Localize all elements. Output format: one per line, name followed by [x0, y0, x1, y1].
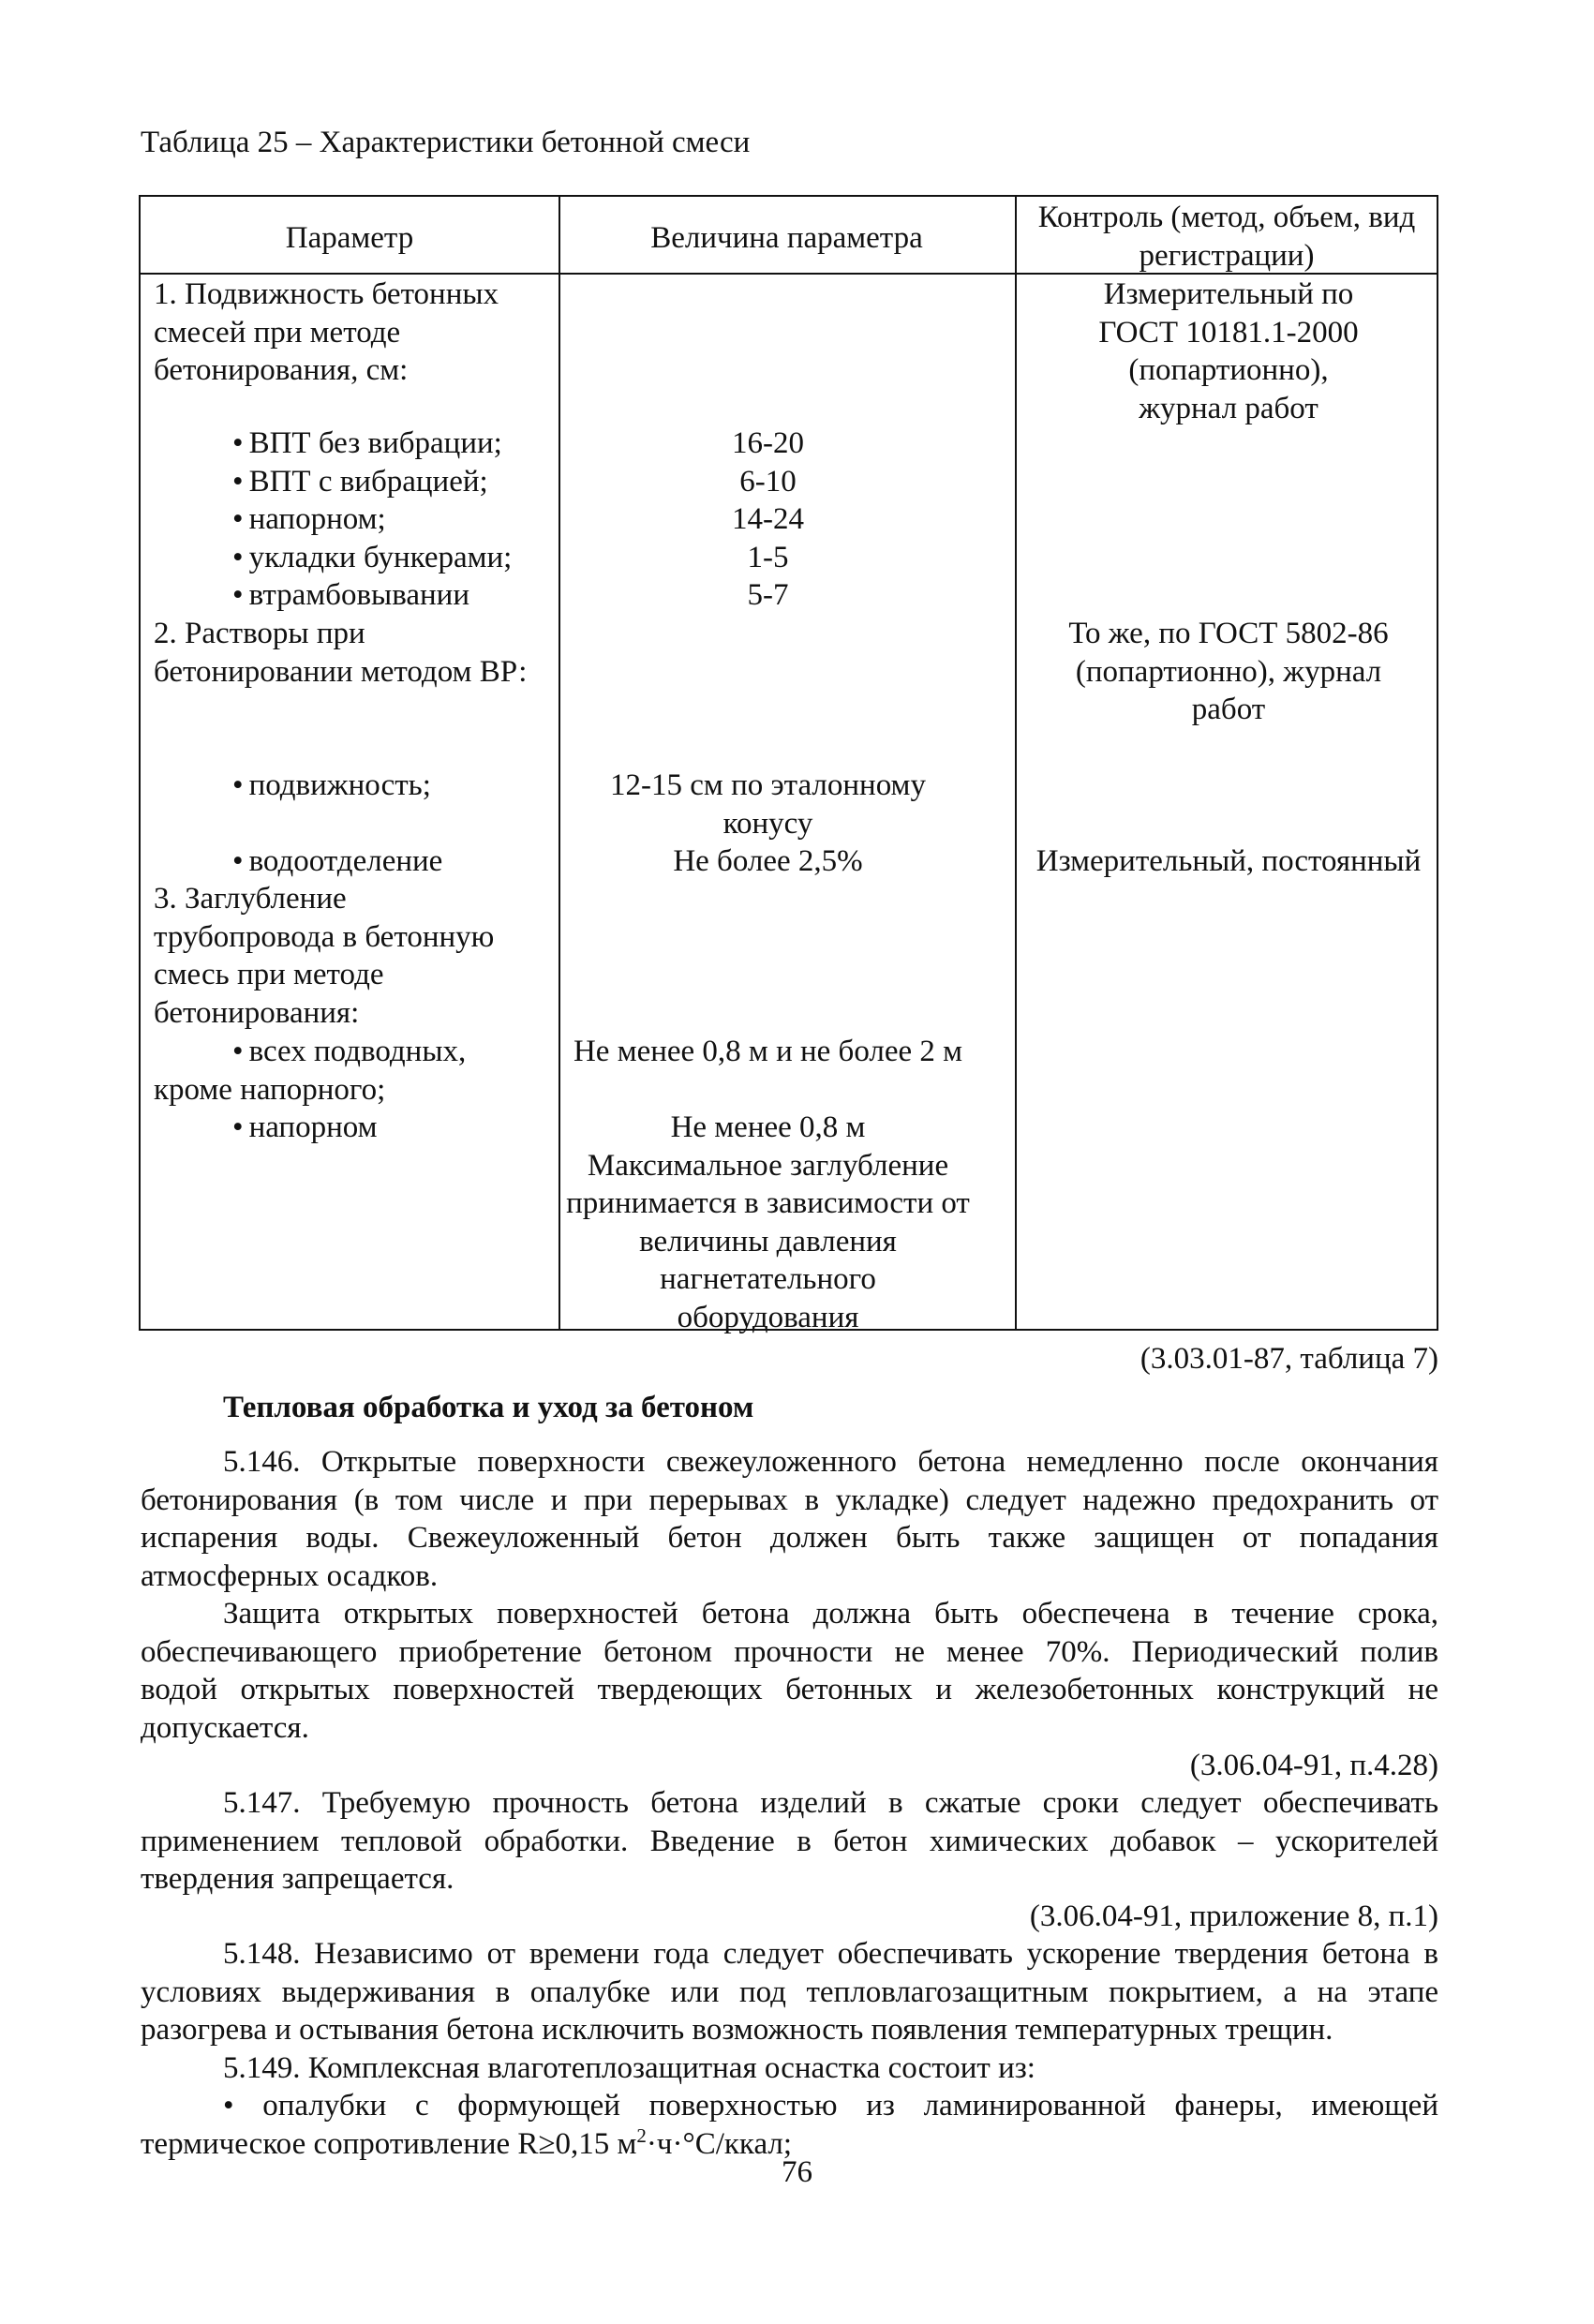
param-2-water: • водоотделение: [154, 842, 547, 881]
source-5-147: (3.06.04-91, приложение 8, п.1): [1029, 1899, 1438, 1933]
param-3-depth: 3. Заглубление трубопровода в бетонную смесь при методе бетонирования:: [154, 882, 495, 1030]
header-parameter: Параметр: [285, 221, 414, 255]
value-3-pressure: Не менее 0,8 м Максимальное заглубление принимается в зависимости от величины давления нагнетательного оборудования: [566, 1110, 970, 1334]
bullet-formwork-line2: термическое сопротивление R≥0,15 $м^2\cdot ч\cdot^\circ С$/ккал;: [141, 2123, 793, 2161]
section-heading: Тепловая обработка и уход за бетоном: [223, 1391, 754, 1424]
value-1-items: 16-20 6-10 14-24 1-5 5-7: [732, 426, 804, 612]
table-caption: Таблица 25 – Характеристики бетонной смеси: [141, 126, 751, 159]
characteristics-table: [139, 195, 1438, 1334]
param-1-mobility: 1. Подвижность бетонных смесей при методе бетонирования, см:: [154, 277, 499, 387]
control-2: То же, по ГОСТ 5802-86 (попартионно), журнал работ: [1068, 617, 1389, 726]
control-2-water: Измерительный, постоянный: [1035, 844, 1422, 878]
param-2-mortars: 2. Растворы при бетонировании методом ВР:: [154, 617, 528, 689]
param-3-underwater: • всех подводных, кроме напорного;: [154, 1033, 547, 1109]
header-control: Контроль (метод, объем, вид регистрации): [1037, 201, 1416, 273]
paragraph-5-146-protection: Защита открытых поверхностей бетона должна быть обеспечена в течение срока, обеспечивающего приобретение бетоном прочности не менее 70%. Периодический полив водой открытых поверхностей твердеющих бетонных и железобетонных конструкций не допускается.: [141, 1597, 1438, 1745]
paragraph-5-147: 5.147. Требуемую прочность бетона изделий в сжатые сроки следует обеспечивать применением тепловой обработки. Введение в бетон химических добавок – ускорителей твердения запрещается.: [141, 1786, 1438, 1896]
paragraph-5-148: 5.148. Независимо от времени года следует обеспечивать ускорение твердения бетона в условиях выдерживания в опалубке или под тепловлагозащитным покрытием, а на этапе разогрева и остывания бетона исключить возможность появления температурных трещин.: [141, 1937, 1438, 2047]
bullet-formwork: • опалубки с формующей поверхностью из ламинированной фанеры, имеющей термическое сопротивление R≥0,15 $м^2\cdot ч\cdot^\circ С$/ккал;: [141, 2087, 1438, 2163]
paragraph-5-146: 5.146. Открытые поверхности свежеуложенного бетона немедленно после окончания бетонирования (в том числе и при перерывах в укладке) следует надежно предохранить от испарения воды. Свежеуложенный бетон должен быть также защищен от попадания атмосферных осадков.: [141, 1445, 1438, 1593]
paragraph-5-149: 5.149. Комплексная влаготеплозащитная оснастка состоит из:: [223, 2051, 1035, 2085]
table-source: (3.03.01-87, таблица 7): [1140, 1342, 1438, 1376]
page-number: 76: [782, 2155, 812, 2189]
value-2-mobility: 12-15 см по эталонному конусу: [610, 768, 926, 841]
header-value: Величина параметра: [650, 221, 923, 255]
param-2-mobility: • подвижность;: [154, 767, 547, 805]
param-1-items: • ВПТ без вибрации; • ВПТ с вибрацией; • напорном; • укладки бункерами; • втрамбовывании: [154, 425, 547, 615]
param-3-pressure: • напорном: [154, 1109, 547, 1147]
value-3-underwater: Не менее 0,8 м и не более 2 м: [573, 1035, 963, 1068]
value-2-water: Не более 2,5%: [673, 844, 863, 878]
control-1: Измерительный по ГОСТ 10181.1-2000 (попартионно), журнал работ: [1098, 277, 1359, 425]
source-5-146: (3.06.04-91, п.4.28): [1189, 1749, 1438, 1782]
